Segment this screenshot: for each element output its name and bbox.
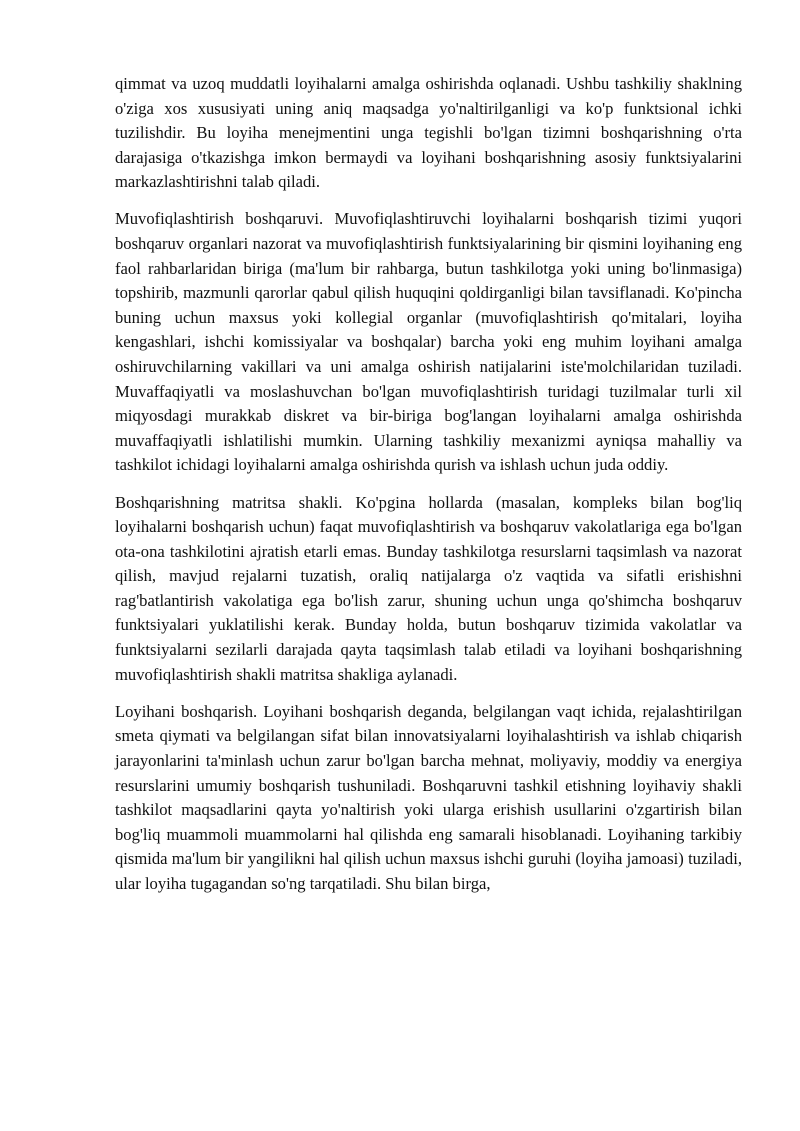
- paragraph-continuation: qimmat va uzoq muddatli loyihalarni amalga oshirishda oqlanadi. Ushbu tashkiliy shaklning o'ziga xos xususiyati uning aniq maqsadga yo'naltirilganligi va ko'p funktsional ichki tuzilishdir. Bu loyiha menejmentini unga tegishli bo'lgan tizimni boshqarishning o'rta darajasiga o'tkazishga imkon bermaydi va loyihani boshqarishning asosiy funktsiyalarini markazlashtirishni talab qiladi.: [115, 74, 742, 192]
- document-page: [115, 72, 742, 909]
- paragraph-project-management: Loyihani boshqarish. Loyihani boshqarish deganda, belgilangan vaqt ichida, rejalashtirilgan smeta qiymati va belgilangan sifat bilan innovatsiyalarni loyihalashtirish va ishlab chiqarish jarayonlarini ta'minlash uchun zarur bo'lgan barcha mehnat, moliyaviy, moddiy va energiya resurslarini umumiy boshqarish tushuniladi. Boshqaruvni tashkil etishning loyihaviy shakli tashkilot maqsadlarini qayta yo'naltirish yoki ularga erishish usullarini o'zgartirish bilan bog'liq muammoli muammolarni hal qilishda eng samarali hisoblanadi. Loyihaning tarkibiy qismida ma'lum bir yangilikni hal qilish uchun maxsus ishchi guruhi (loyiha jamoasi) tuziladi, ular loyiha tugagandan so'ng tarqatiladi. Shu bilan birga,: [115, 701, 742, 893]
- paragraph-coordination-management: Muvofiqlashtirish boshqaruvi. Muvofiqlashtiruvchi loyihalarni boshqarish tizimi yuqori boshqaruv organlari nazorat va muvofiqlashtirish funktsiyalarining bir qismini loyihaning eng faol rahbarlaridan biriga (ma'lum bir rahbarga, butun tashkilotga yoki uning bo'linmasiga) topshirib, mazmunli qarorlar qabul qilish huquqini qoldirganligi bilan tavsiflanadi. Ko'pincha buning uchun maxsus yoki kollegial organlar (muvofiqlashtirish qo'mitalari, loyiha kengashlari, ishchi komissiyalar va boshqalar) barcha yoki eng muhim loyihani amalga oshiruvchilarning vakillari va uni amalga oshirish natijalarini iste'molchilaridan tuziladi. Muvaffaqiyatli va moslashuvchan bo'lgan muvofiqlashtirish turidagi tuzilmalar turli xil miqyosdagi murakkab diskret va bir-biriga bog'langan loyihalarni amalga oshirishda muvaffaqiyatli ishlatilishi mumkin. Ularning tashkiliy mexanizmi ayniqsa mahalliy va tashkilot ichidagi loyihalarni amalga oshirishda qurish va ishlash uchun juda oddiy.: [115, 209, 742, 475]
- paragraph-matrix-form: Boshqarishning matritsa shakli. Ko'pgina hollarda (masalan, kompleks bilan bog'liq loyihalarni boshqarish uchun) faqat muvofiqlashtirish va boshqaruv vakolatlariga ega bo'lgan ota-ona tashkilotini ajratish etarli emas. Bunday tashkilotga resurslarni taqsimlash va nazorat qilish, mavjud rejalarni tuzatish, oraliq natijalarga o'z vaqtida va sifatli erishishni rag'batlantirish vakolatiga ega bo'lish zarur, shuning uchun unga qo'shimcha boshqaruv funktsiyalari yuklatilishi kerak. Bunday holda, butun boshqaruv tizimida vakolatlar va funktsiyalarni sezilarli darajada qayta taqsimlash talab etiladi va loyihani boshqarishning muvofiqlashtirish shakli matritsa shakliga aylanadi.: [115, 492, 742, 684]
